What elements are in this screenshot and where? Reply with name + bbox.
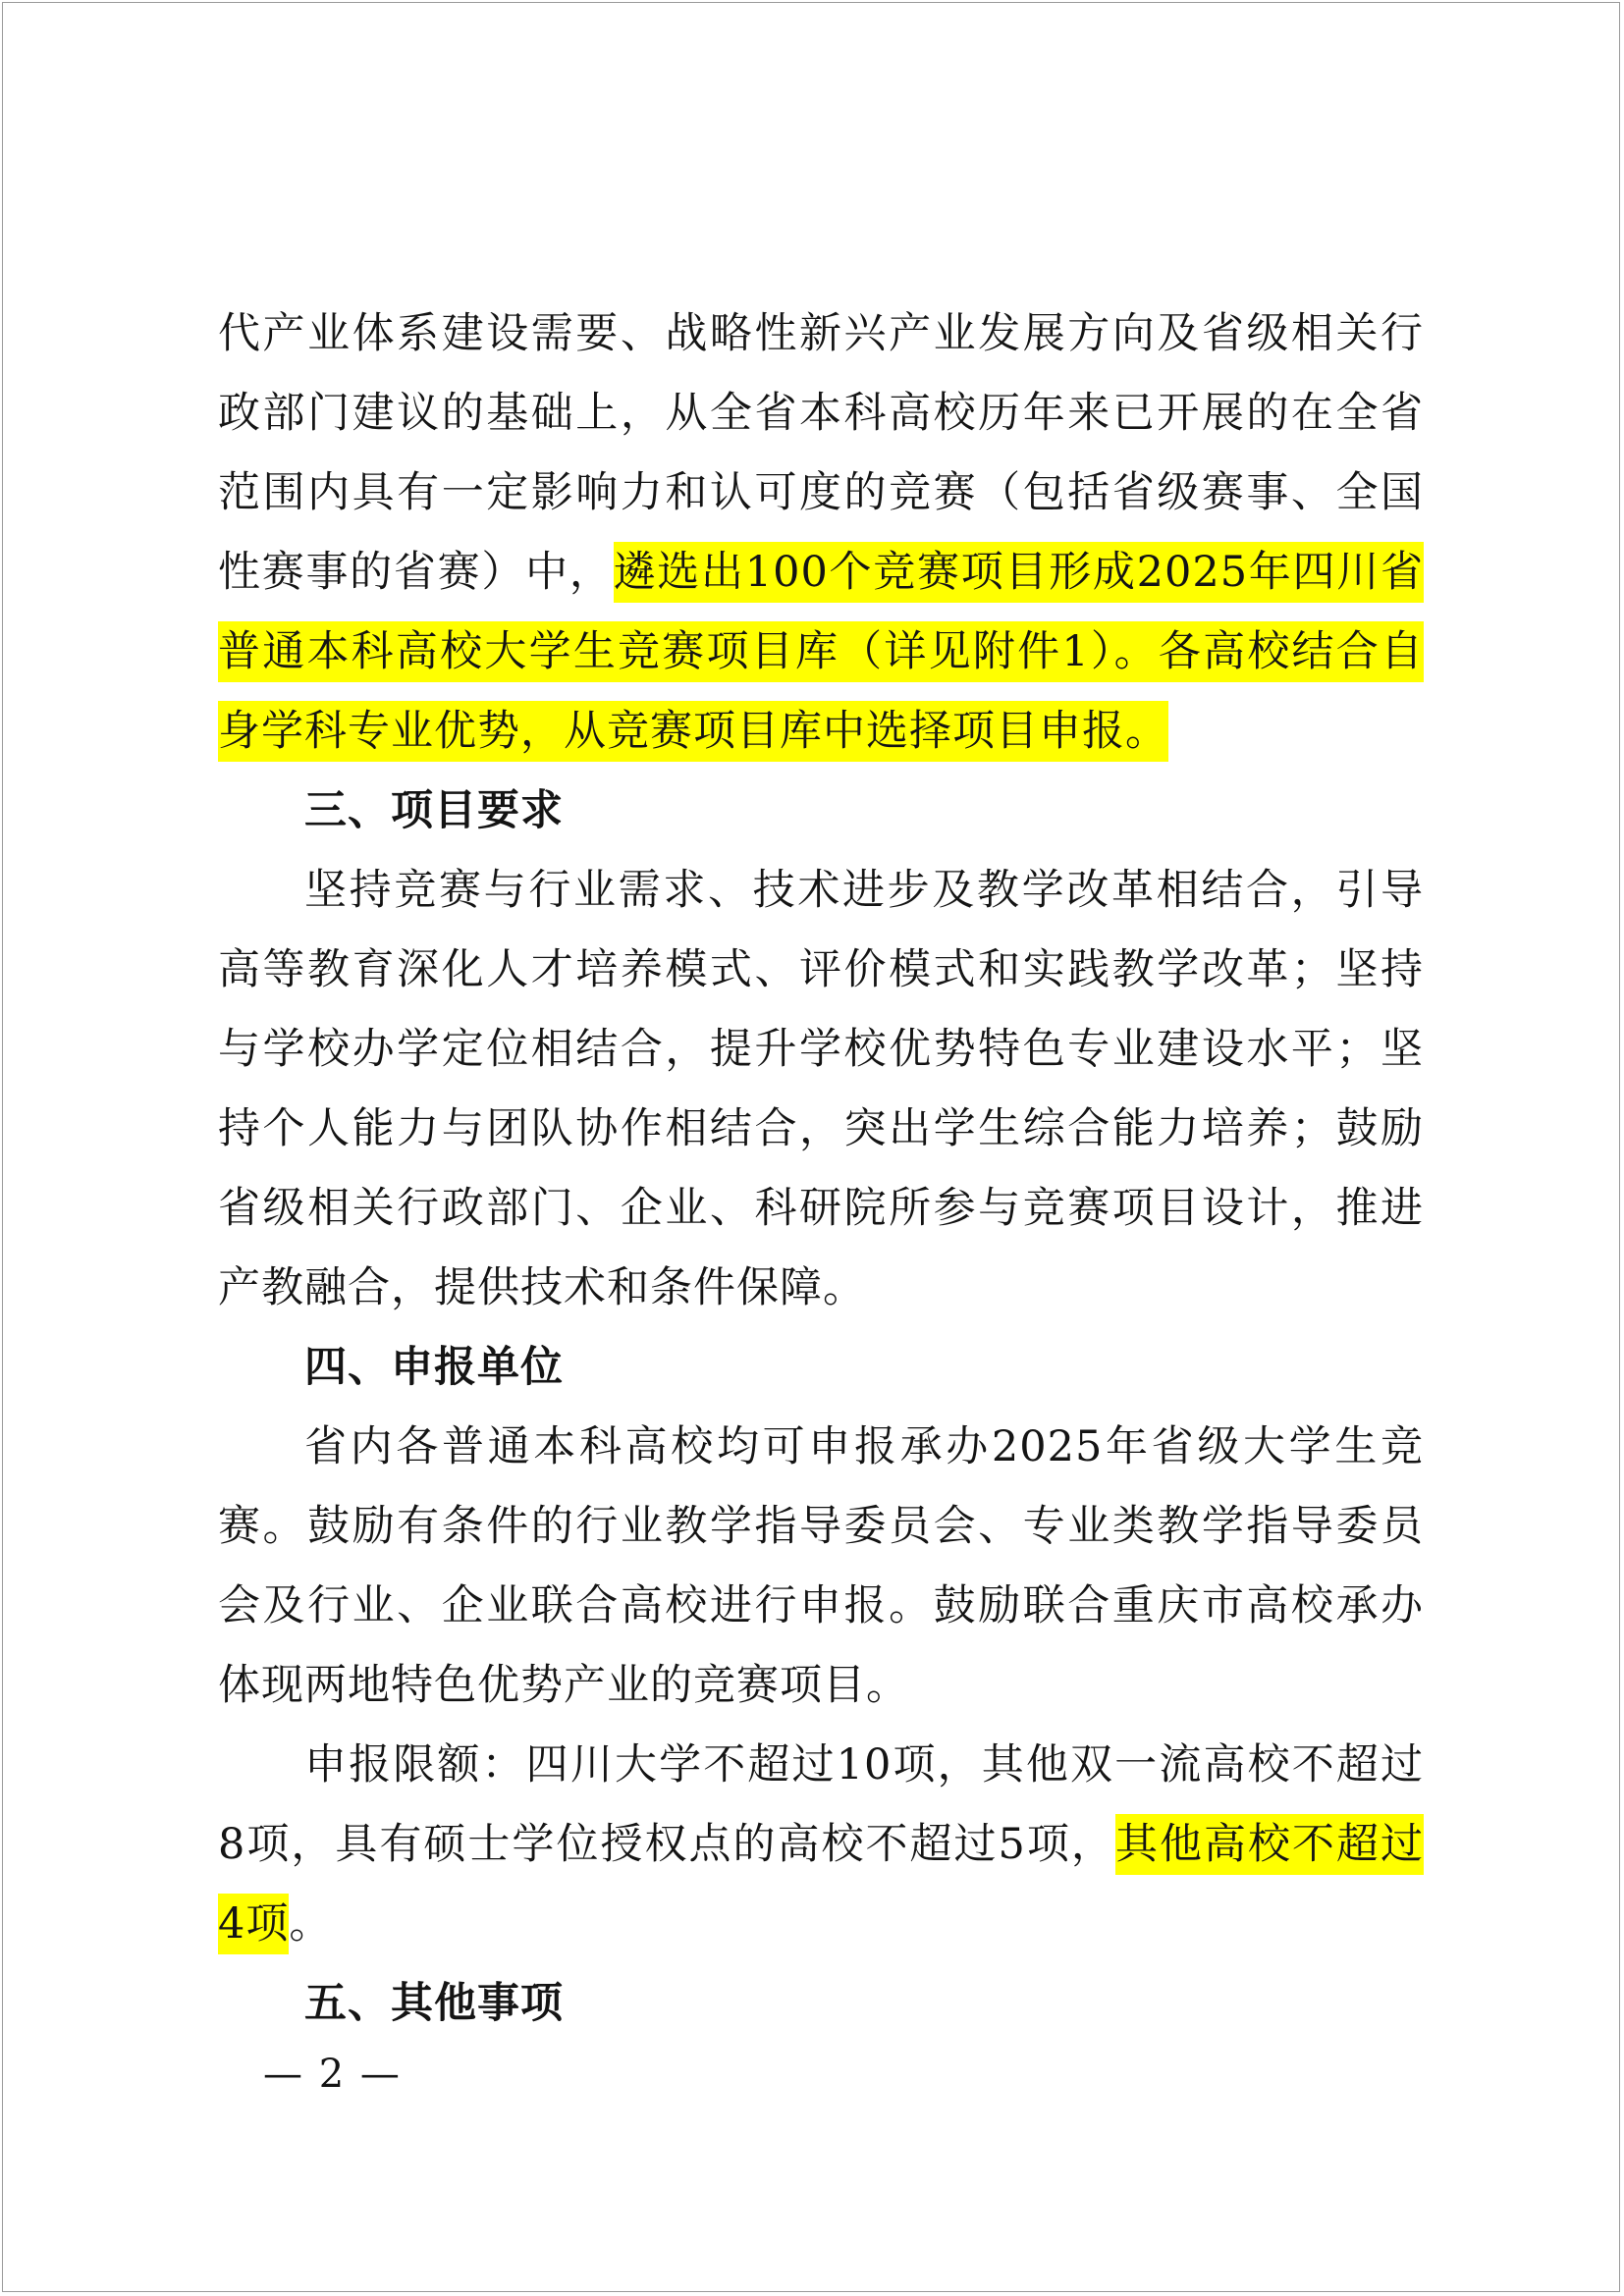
- quota-highlighted-text: 其他高校不超过4项: [218, 1814, 1424, 1954]
- applicants-paragraph: 省内各普通本科高校均可申报承办2025年省级大学生竞赛。鼓励有条件的行业教学指导委员会、专业类教学指导委员会及行业、企业联合高校进行申报。鼓励联合重庆市高校承办体现两地特色优势产业的竞赛项目。: [218, 1422, 1424, 1710]
- document-body: [218, 294, 1424, 2044]
- requirements-paragraph: 坚持竞赛与行业需求、技术进步及教学改革相结合，引导高等教育深化人才培养模式、评价模式和实践教学改革；坚持与学校办学定位相结合，提升学校优势特色专业建设水平；坚持个人能力与团队协作相结合，突出学生综合能力培养；鼓励省级相关行政部门、企业、科研院所参与竞赛项目设计，推进产教融合，提供技术和条件保障。: [218, 866, 1424, 1312]
- page-number: — 2 —: [263, 2052, 402, 2097]
- intro-paragraph: [218, 294, 1424, 772]
- intro-highlighted-text: 遴选出100个竞赛项目形成2025年四川省普通本科高校大学生竞赛项目库（详见附件1）。各高校结合自身学科专业优势，从竞赛项目库中选择项目申报。: [218, 542, 1424, 762]
- section-heading-other-matters: 五、其他事项: [304, 1979, 564, 2028]
- quota-end-punctuation: 。: [289, 1899, 333, 1949]
- section-heading-requirements: 三、项目要求: [304, 786, 564, 835]
- intro-text: 代产业体系建设需要、战略性新兴产业发展方向及省级相关行政部门建议的基础上，从全省本科高校历年来已开展的在全省范围内具有一定影响力和认可度的竞赛（包括省级赛事、全国性赛事的省赛）中，: [218, 309, 1424, 597]
- section-heading-applicants: 四、申报单位: [304, 1343, 564, 1392]
- quota-paragraph: [218, 1726, 1424, 1964]
- quota-text: 申报限额：四川大学不超过10项，其他双一流高校不超过8项，具有硕士学位授权点的高校不超过5项，: [218, 1740, 1424, 1869]
